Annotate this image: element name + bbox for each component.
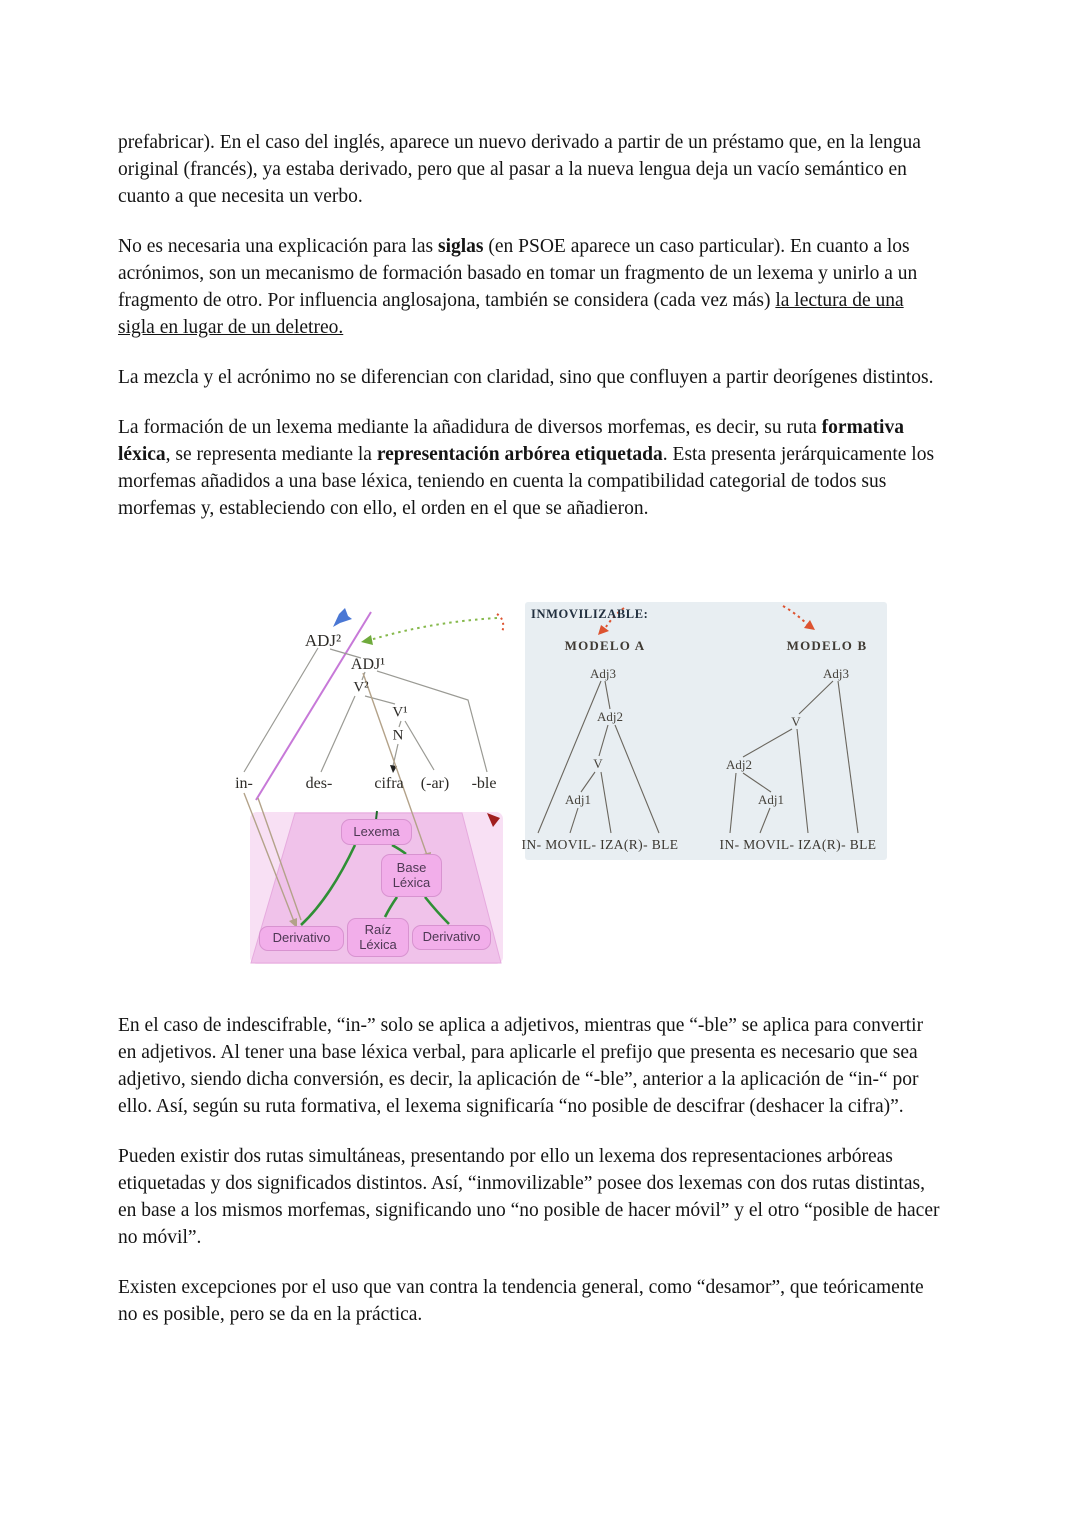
model-b-label: MODELO B bbox=[786, 638, 868, 653]
inmovilizable-figure bbox=[521, 602, 887, 860]
red-dashed-arrow-icon bbox=[783, 606, 815, 630]
underlined-text: la lectura de una sigla en lugar de un deletreo. bbox=[118, 290, 904, 338]
bold-text: siglas bbox=[437, 236, 484, 257]
model-b-node-adj3: Adj3 bbox=[823, 666, 849, 681]
document-paragraph bbox=[118, 1012, 944, 1120]
tree-node-v1: V¹ bbox=[392, 704, 408, 721]
tree-leaf-in: in- bbox=[235, 775, 253, 792]
body-text: . Esta presenta jerárquicamente los morfemas añadidos a una base léxica, teniendo en cuenta la compatibilidad categorial de todos sus morfemas y, estableciendo con ello, el orden en el que se añadieron. bbox=[118, 444, 935, 519]
model-b-node-adj2: Adj2 bbox=[726, 757, 752, 772]
body-text: La mezcla y el acrónimo no se diferencian con claridad, sino que confluyen a partir deorígenes distintos. bbox=[118, 367, 934, 388]
body-text: (en PSOE aparece un caso particular). En cuanto a los acrónimos, son un mecanismo de formación basado en tomar un fragmento de un lexema y unirlo a un fragmento de otro. Por influencia anglosajona, también se considera (cada vez más) bbox=[118, 236, 918, 311]
bold-text: formativa léxica bbox=[118, 417, 904, 465]
tree-node-v2: V² bbox=[353, 679, 369, 696]
document-paragraph bbox=[118, 364, 944, 391]
model-a-label: MODELO A bbox=[564, 638, 646, 653]
body-text: La formación de un lexema mediante la añadidura de diversos morfemas, es decir, su ruta bbox=[118, 417, 822, 438]
lexeme-box-lexema: Lexema bbox=[341, 819, 412, 845]
model-a-node-v: V bbox=[593, 756, 603, 771]
tree-diagram-figure bbox=[225, 600, 517, 980]
model-b-node-adj1: Adj1 bbox=[758, 792, 784, 807]
document-paragraph bbox=[118, 233, 944, 341]
inmovilizable-title: INMOVILIZABLE: bbox=[531, 607, 649, 621]
document-paragraph bbox=[118, 1143, 944, 1251]
body-text: Existen excepciones por el uso que van contra la tendencia general, como “desamor”, que teóricamente no es posible, pero se da en la práctica. bbox=[118, 1277, 924, 1325]
tree-node-adj2: ADJ² bbox=[304, 631, 342, 650]
tree-leaf-cifra: cifra bbox=[374, 775, 404, 792]
document-paragraph bbox=[118, 414, 944, 522]
lexeme-box-raiz-lexica: Raíz Léxica bbox=[347, 918, 409, 957]
blue-cursor-arrow-icon bbox=[333, 608, 352, 627]
document-text-upper bbox=[118, 129, 944, 545]
document-text-lower bbox=[118, 1012, 944, 1351]
red-dashed-tail-icon bbox=[497, 614, 503, 633]
tree-leaf-ar: (-ar) bbox=[420, 775, 450, 792]
tree-leaf-ble: -ble bbox=[471, 775, 497, 792]
lexeme-box-derivativo-left: Derivativo bbox=[259, 926, 344, 951]
body-text: Pueden existir dos rutas simultáneas, presentando por ello un lexema dos representaciones arbóreas etiquetadas y dos significados distintos. Así, “inmovilizable” posee dos lexemas con dos rutas distintas, en base a los mismos morfemas, significando uno “no posible de hacer móvil” y el otro “posible de hacer no móvil”. bbox=[118, 1146, 940, 1248]
body-text: prefabricar). En el caso del inglés, aparece un nuevo derivado a partir de un préstamo que, en la lengua original (francés), ya estaba derivado, pero que al pasar a la nueva lengua deja un vacío semántico en cuanto a que necesita un verbo. bbox=[118, 132, 921, 207]
lexeme-box-base-lexica: Base Léxica bbox=[381, 854, 442, 897]
model-a-node-adj1: Adj1 bbox=[565, 792, 591, 807]
body-text: En el caso de indescifrable, “in-” solo se aplica a adjetivos, mientras que “-ble” se aplica para convertir en adjetivos. Al tener una base léxica verbal, para aplicarle el prefijo que presenta es necesario que sea adjetivo, siendo dicha conversión, es decir, la aplicación de “-ble”, anterior a la aplicación de “in-“ por ello. Así, según su ruta formativa, el lexema significaría “no posible de descifrar (deshacer la cifra)”. bbox=[118, 1015, 924, 1117]
model-a-node-adj2: Adj2 bbox=[597, 709, 623, 724]
green-dashed-arrow-icon bbox=[361, 618, 497, 645]
bold-text: representación arbórea etiquetada bbox=[376, 444, 663, 465]
tree-node-n: N bbox=[392, 727, 404, 744]
body-text: , se representa mediante la bbox=[165, 444, 377, 465]
model-b-node-v: V bbox=[791, 714, 801, 729]
model-b-morphemes: IN- MOVIL- IZA(R)- BLE bbox=[719, 837, 877, 852]
document-paragraph bbox=[118, 129, 944, 210]
model-a-node-adj3: Adj3 bbox=[590, 666, 616, 681]
document-paragraph bbox=[118, 1274, 944, 1328]
lexeme-box-derivativo-right: Derivativo bbox=[412, 925, 491, 950]
tree-node-adj1: ADJ¹ bbox=[350, 656, 386, 673]
model-a-morphemes: IN- MOVIL- IZA(R)- BLE bbox=[521, 837, 679, 852]
tree-leaf-des: des- bbox=[305, 775, 333, 792]
body-text: No es necesaria una explicación para las bbox=[118, 236, 438, 257]
